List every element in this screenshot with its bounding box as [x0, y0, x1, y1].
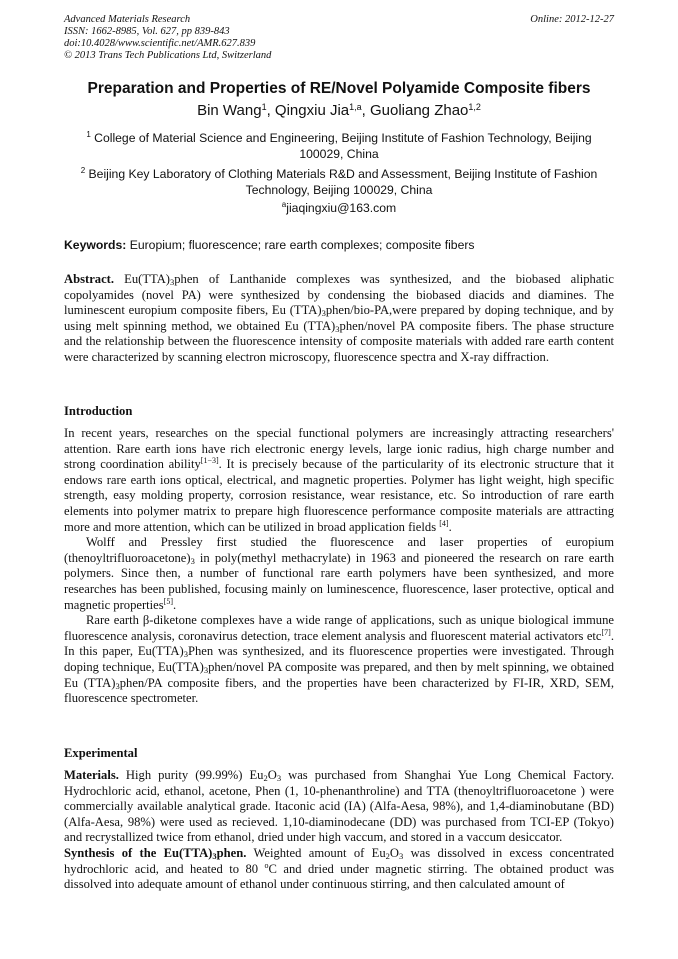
online-date: Online: 2012-12-27: [530, 14, 614, 25]
affiliation-number: 1: [86, 130, 91, 139]
author-affiliation-mark: 1,2: [468, 102, 481, 112]
copyright-line: © 2013 Trans Tech Publications Ltd, Switzerland: [64, 50, 272, 61]
paragraph: [64, 768, 614, 846]
journal-name: Advanced Materials Research: [64, 14, 191, 25]
keywords-label: Keywords:: [64, 238, 127, 252]
subscript: 2: [385, 850, 390, 861]
paragraph-text: .: [448, 519, 452, 534]
email-mark: a: [281, 200, 287, 209]
paragraph-text: Weighted amount of Eu: [246, 845, 386, 860]
heading-text: Synthesis of the Eu(TTA): [64, 845, 213, 860]
citation[interactable]: [7]: [601, 627, 611, 637]
abstract-text: phen/bio-PA,were prepared by doping technique, and by using melt spinning method, we obtained Eu (TTA): [64, 303, 614, 333]
affiliation: [74, 130, 604, 162]
paragraph-text: was purchased from Shanghai Yue Long Chemical Factory. Hydrochloric acid, ethanol, acetone, Phen (1, 10-phenanthroline) and TTA (thenoyltrifluoroacetone ) were commercially available analytical grade. Itaconic acid (IA) (Alfa-Aesa, 98%), and 1,4-diaminobutane (BD) (Alfa-Aesa, 98%) were used as recieved. 1,10-diaminodecane (DD) was purchased from TCI-EP (Tokyo) and recrystallized twice from ethanol, dried under high vaccum, and stored in a vaccum desiccator.: [64, 768, 614, 845]
subscript: 3: [212, 850, 217, 861]
section-heading-experimental: Experimental: [64, 746, 138, 760]
citation[interactable]: [1−3]: [200, 456, 219, 466]
paragraph-text: . It is precisely because of the particularity of its electronic structure that it endows rare earth ions optical, electrical, and magnetic properties. Polymer has light weight, high specific strength, easy molding property, corrosion resistance, wear resistance, etc. So introduction of rare earth elements into polymer matrix to prepare high fluorescence performance composite materials are attracting more and more attention, which can be utilized in broad application fields: [64, 457, 615, 534]
run-in-heading: Materials.: [64, 768, 119, 782]
subscript: 3: [335, 323, 340, 334]
subscript: 2: [263, 773, 268, 783]
subscript: 3: [276, 773, 282, 783]
paragraph-text: phen/novel PA composite was prepared, and then by melt spinning, we obtained Eu (TTA): [64, 659, 615, 690]
abstract-text: phen of Lanthanide complexes was synthesized, and the biobased aliphatic copolyamides (novel PA) were synthesized by condensing the biobased diacids and diamines. The luminescent europium composite fibers, Eu (TTA): [64, 272, 614, 318]
paragraph-text: Phen was synthesized, and its fluorescence properties were investigated. Through doping technique, Eu(TTA): [64, 644, 615, 674]
subscript: 3: [399, 850, 404, 861]
author-name: Guoliang Zhao: [369, 102, 469, 119]
run-in-heading: [64, 846, 246, 860]
experimental-body: [64, 768, 614, 893]
running-header: [64, 14, 614, 62]
paragraph-text: C and dried under magnetic stirring. The obtained product was dissolved into adequate amount of ethanol under continuous stirring, and then calculated amount of: [64, 861, 615, 892]
author-name: Qingxiu Jia: [274, 102, 350, 119]
subscript: 3: [190, 555, 195, 566]
paragraph-text: . In this paper, Eu(TTA): [64, 628, 614, 659]
author-email[interactable]: [64, 201, 614, 215]
paragraph-text: High purity (99.99%) Eu: [118, 768, 264, 782]
author-affiliation-mark: 1,a: [349, 102, 362, 112]
section-heading-introduction: Introduction: [64, 404, 133, 418]
abstract-text: Eu(TTA): [124, 272, 170, 286]
affiliation-number: 2: [80, 166, 86, 175]
paragraph: [64, 846, 614, 893]
paragraph: [64, 535, 614, 613]
paragraph-text: .: [173, 597, 177, 612]
abstract: [64, 272, 614, 366]
introduction-body: [64, 426, 614, 707]
citation[interactable]: [5]: [163, 596, 173, 606]
paragraph-text: In recent years, researches on the special functional polymers are increasingly attracting researchers' attention. Rare earth ions have rich electronic energy levels, large ionic radius, high charge number and strong coordination ability: [64, 426, 614, 472]
paragraph-text: O: [389, 845, 399, 860]
paragraph-text: in poly(methyl methacrylate) in 1963 and pioneered the research on rare earth polymers. Since then, a number of functional rare earth polymers have been synthesized, and more researches has been published, focusing mainly on luminescence, fluorescence, laser protective, optical and magnetic properties: [64, 550, 614, 612]
subscript: 3: [203, 664, 209, 675]
author-name: Bin Wang: [197, 102, 262, 119]
paragraph-text: was dissolved in excess concentrated hydrochloric acid, and heated to 80: [64, 845, 614, 876]
degree-mark: o: [264, 860, 269, 870]
subscript: 3: [321, 308, 326, 319]
author-affiliation-mark: 1: [261, 102, 267, 112]
email-text[interactable]: jiaqingxiu@163.com: [286, 201, 397, 215]
paragraph-text: Rare earth β-diketone complexes have a wide range of applications, such as unique biological immune fluorescence analysis, coronavirus detection, trace element analysis and fluorescent material activators etc: [64, 613, 614, 643]
doi-line: doi:10.4028/www.scientific.net/AMR.627.839: [64, 38, 256, 49]
paragraph-text: O: [267, 768, 277, 782]
author-list: Bin Wang$^1$, Qingxiu Jia$^{1,a}$, Guoliang Zhao$^{1,2}$: [197, 102, 481, 119]
affiliation-text: College of Material Science and Engineering, Beijing Institute of Fashion Technology, Beijing 100029, China: [94, 131, 592, 161]
subscript: 3: [115, 680, 120, 691]
heading-text: phen.: [216, 845, 247, 860]
keywords: [64, 238, 614, 252]
paragraph: [64, 613, 614, 707]
paragraph: [64, 426, 614, 535]
affiliation-text: Beijing Key Laboratory of Clothing Materials R&D and Assessment, Beijing Institute of Fashion Technology, Beijing 100029, China: [88, 167, 598, 197]
affiliation: [74, 166, 604, 198]
abstract-text: phen/novel PA composite fibers. The phase structure and the relationship between the fluorescence intensity of composite materials with added rare earth content were characterized by scanning electron microscopy, fluorescence spectra and X-ray diffraction.: [64, 318, 614, 364]
abstract-label: Abstract.: [64, 272, 115, 286]
paragraph-text: Wolff and Pressley first studied the fluorescence and laser properties of europium (thenoyltrifluoroacetone): [64, 535, 614, 565]
paragraph-text: phen/PA composite fibers, and the properties have been characterized by FI-IR, XRD, SEM, fluorescence spectrometer.: [64, 675, 614, 706]
keywords-text: Europium; fluorescence; rare earth complexes; composite fibers: [129, 238, 475, 252]
issn-line: ISSN: 1662-8985, Vol. 627, pp 839-843: [64, 26, 230, 37]
paper-title: Preparation and Properties of RE/Novel Polyamide Composite fibers: [87, 80, 591, 97]
citation[interactable]: [4]: [439, 518, 449, 528]
subscript: 3: [183, 649, 188, 660]
subscript: 3: [170, 277, 175, 287]
